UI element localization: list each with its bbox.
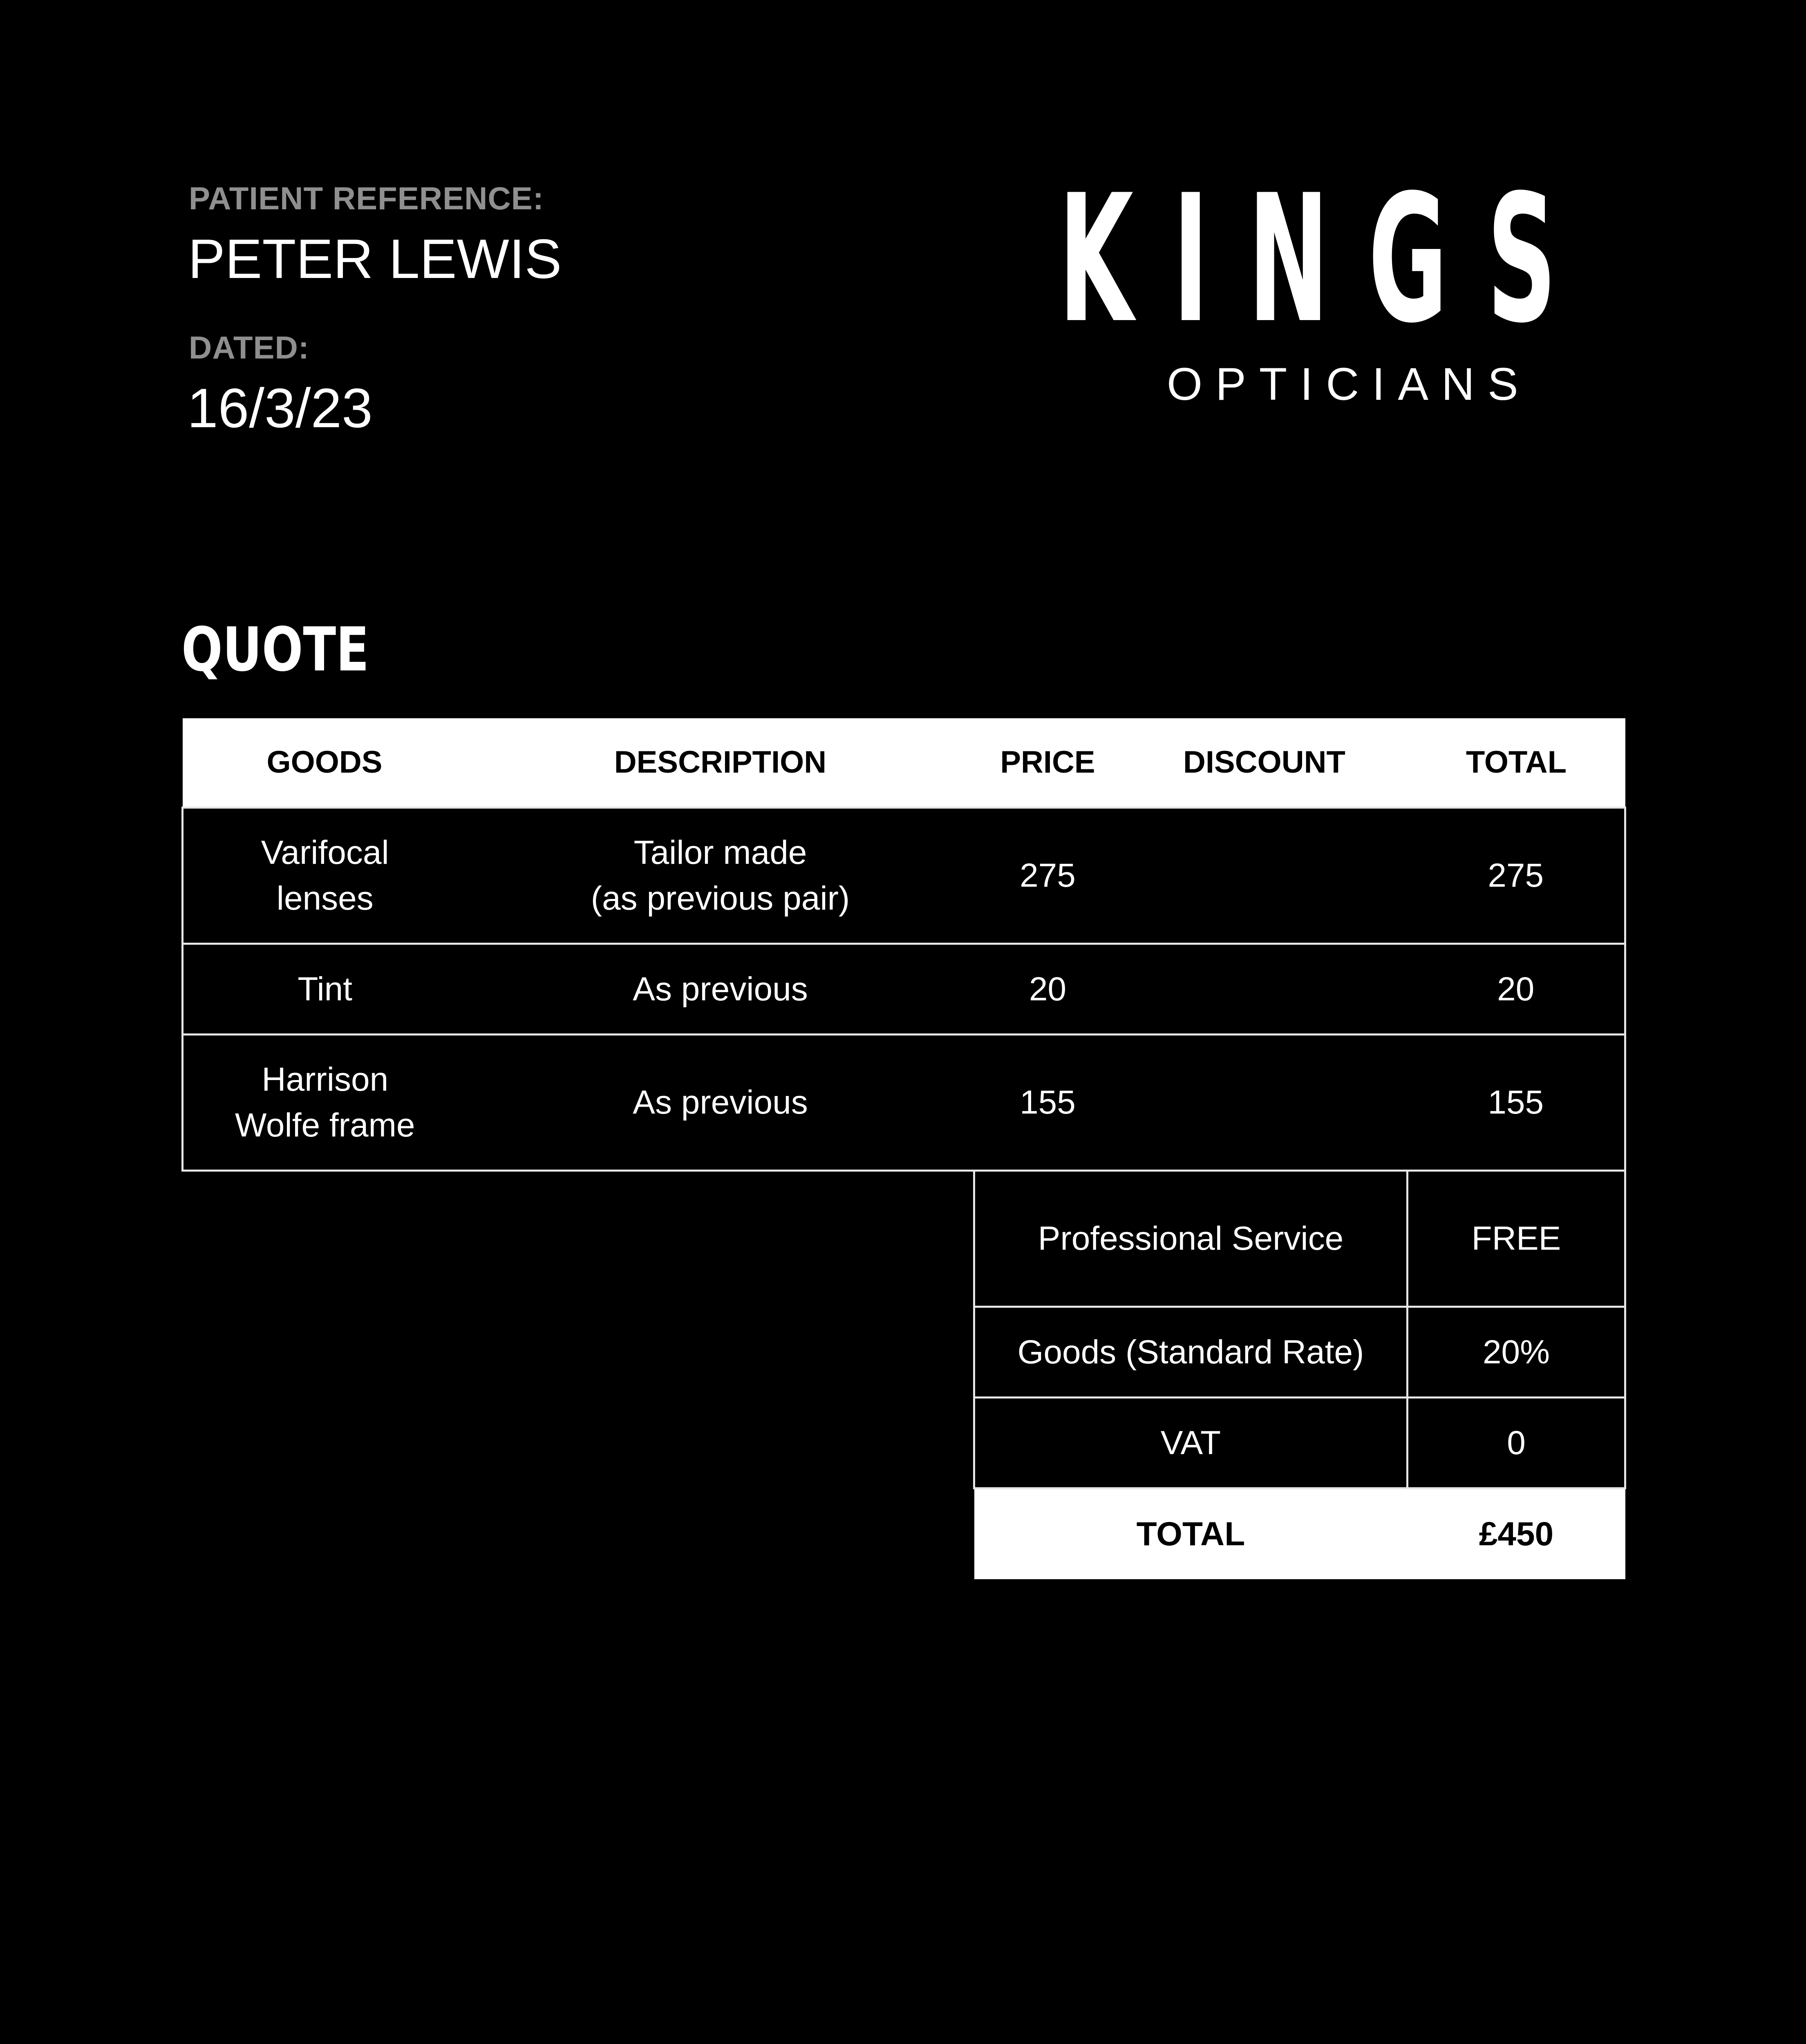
table-row — [183, 944, 1625, 1035]
grand-total-value: £450 — [1408, 1488, 1625, 1579]
quote-items-table — [181, 718, 1626, 1172]
grand-total-row — [974, 1488, 1625, 1579]
price-cell: 275 — [974, 808, 1121, 944]
total-cell: 155 — [1408, 1035, 1625, 1171]
description-cell: As previous — [467, 944, 974, 1035]
total-cell: 275 — [1408, 808, 1625, 944]
dated-label: DATED: — [189, 329, 309, 365]
summary-value: 0 — [1408, 1398, 1625, 1488]
table-header-row — [183, 718, 1625, 808]
goods-cell: Harrison Wolfe frame — [183, 1035, 467, 1171]
price-cell: 20 — [974, 944, 1121, 1035]
logo-opticians: OPTICIANS — [1167, 359, 1531, 410]
table-row — [183, 1035, 1625, 1171]
discount-cell — [1121, 808, 1408, 944]
summary-row — [974, 1171, 1625, 1307]
grand-total-label: TOTAL — [974, 1488, 1408, 1579]
summary-label: Professional Service — [974, 1171, 1408, 1307]
summary-row — [974, 1398, 1625, 1488]
quote-summary-table — [973, 1170, 1626, 1579]
table-row — [183, 808, 1625, 944]
total-cell: 20 — [1408, 944, 1625, 1035]
goods-cell: Tint — [183, 944, 467, 1035]
column-header-discount: DISCOUNT — [1121, 718, 1408, 808]
discount-cell — [1121, 1035, 1408, 1171]
column-header-goods: GOODS — [183, 718, 467, 808]
quote-title: QUOTE — [181, 614, 369, 685]
price-cell: 155 — [974, 1035, 1121, 1171]
summary-label: VAT — [974, 1398, 1408, 1488]
quote-date: 16/3/23 — [187, 377, 373, 439]
column-header-description: DESCRIPTION — [467, 718, 974, 808]
summary-label: Goods (Standard Rate) — [974, 1307, 1408, 1398]
discount-cell — [1121, 944, 1408, 1035]
summary-value: 20% — [1408, 1307, 1625, 1398]
goods-cell: Varifocal lenses — [183, 808, 467, 944]
column-header-total: TOTAL — [1408, 718, 1625, 808]
patient-name: PETER LEWIS — [188, 228, 562, 290]
patient-reference-label: PATIENT REFERENCE: — [189, 180, 544, 216]
logo-kings: KINGS — [1059, 157, 1596, 362]
description-cell: Tailor made (as previous pair) — [467, 808, 974, 944]
summary-value: FREE — [1408, 1171, 1625, 1307]
description-cell: As previous — [467, 1035, 974, 1171]
column-header-price: PRICE — [974, 718, 1121, 808]
summary-row — [974, 1307, 1625, 1398]
